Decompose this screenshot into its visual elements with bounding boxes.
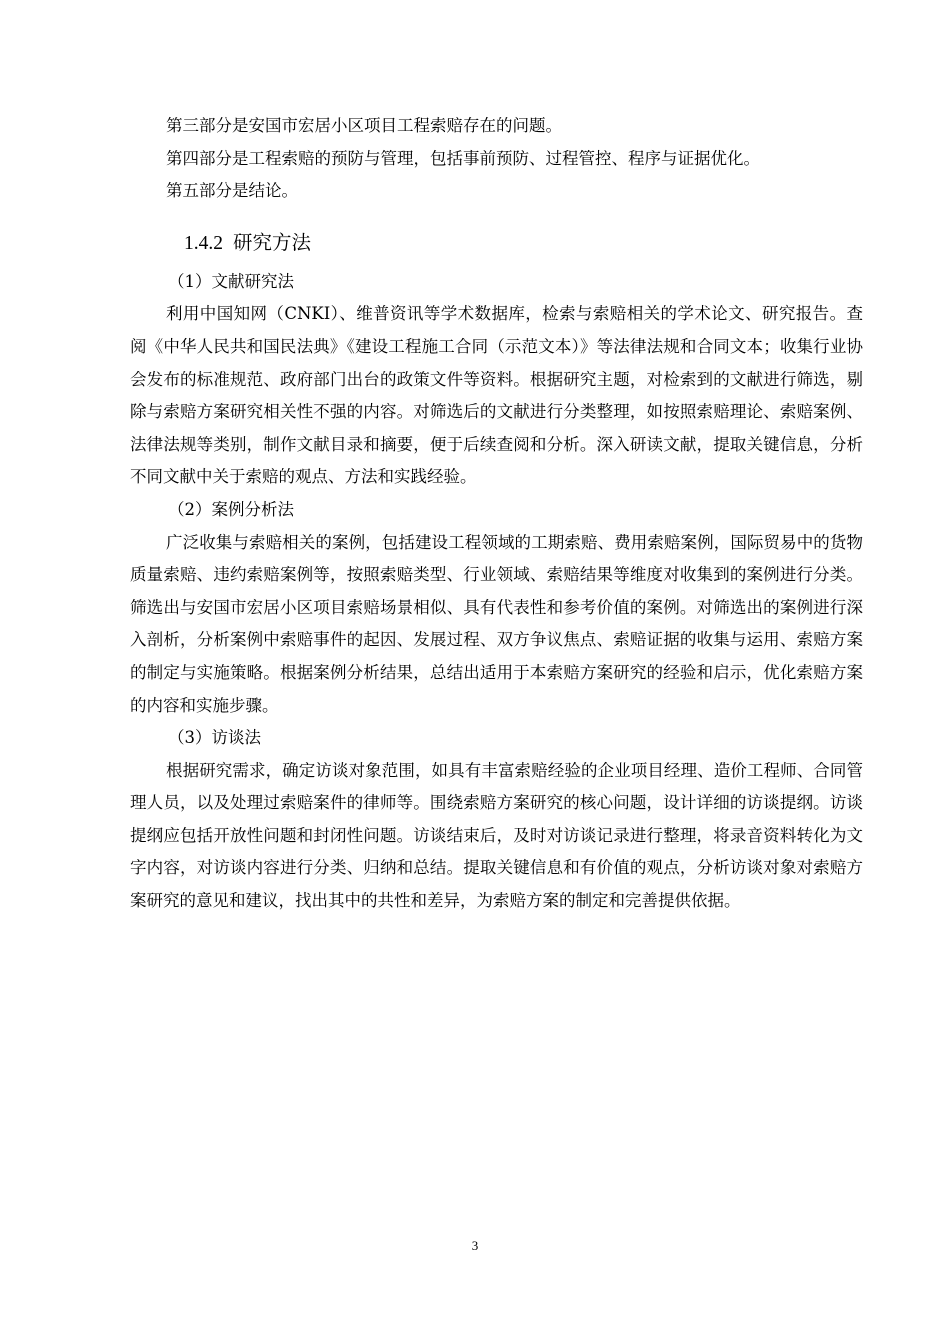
page-content: [130, 110, 863, 918]
section-heading: [184, 227, 863, 260]
method-heading-interview: （3）访谈法: [168, 728, 261, 748]
method-body-interview: 根据研究需求，确定访谈对象范围，如具有丰富索赔经验的企业项目经理、造价工程师、合同管理人员，以及处理过索赔案件的律师等。围绕索赔方案研究的核心问题，设计详细的访谈提纲。访谈提纲应包括开放性问题和封闭性问题。访谈结束后，及时对访谈记录进行整理，将录音资料转化为文字内容，对访谈内容进行分类、归纳和总结。提取关键信息和有价值的观点，分析访谈对象对索赔方案研究的意见和建议，找出其中的共性和差异，为索赔方案的制定和完善提供依据。: [130, 760, 863, 911]
section-number: 1.4.2: [184, 232, 223, 254]
intro-paragraph-part3: 第三部分是安国市宏居小区项目工程索赔存在的问题。: [166, 116, 562, 135]
method-heading-case-analysis: （2）案例分析法: [168, 499, 294, 519]
method-body-case-analysis: 广泛收集与索赔相关的案例，包括建设工程领域的工期索赔、费用索赔案例，国际贸易中的货物质量索赔、违约索赔案例等，按照索赔类型、行业领域、索赔结果等维度对收集到的案例进行分类。筛选出与安国市宏居小区项目索赔场景相似、具有代表性和参考价值的案例。对筛选出的案例进行深入剖析，分析案例中索赔事件的起因、发展过程、双方争议焦点、索赔证据的收集与运用、索赔方案的制定与实施策略。根据案例分析结果，总结出适用于本索赔方案研究的经验和启示，优化索赔方案的内容和实施步骤。: [130, 532, 863, 715]
intro-paragraph-part5: 第五部分是结论。: [166, 181, 298, 201]
method-body-literature: 利用中国知网（CNKI）、维普资讯等学术数据库，检索与索赔相关的学术论文、研究报告。查阅《中华人民共和国民法典》《建设工程施工合同（示范文本）》等法律法规和合同文本；收集行业协会发布的标准规范、政府部门出台的政策文件等资料。根据研究主题，对检索到的文献进行筛选，剔除与索赔方案研究相关性不强的内容。对筛选后的文献进行分类整理，如按照索赔理论、索赔案例、法律法规等类别，制作文献目录和摘要，便于后续查阅和分析。深入研读文献，提取关键信息，分析不同文献中关于索赔的观点、方法和实践经验。: [130, 304, 863, 487]
section-title: 研究方法: [233, 230, 312, 254]
page-number: 3: [471, 1238, 479, 1253]
intro-paragraph-part4: 第四部分是工程索赔的预防与管理，包括事前预防、过程管控、程序与证据优化。: [166, 148, 760, 168]
method-heading-literature: （1）文献研究法: [168, 271, 294, 291]
